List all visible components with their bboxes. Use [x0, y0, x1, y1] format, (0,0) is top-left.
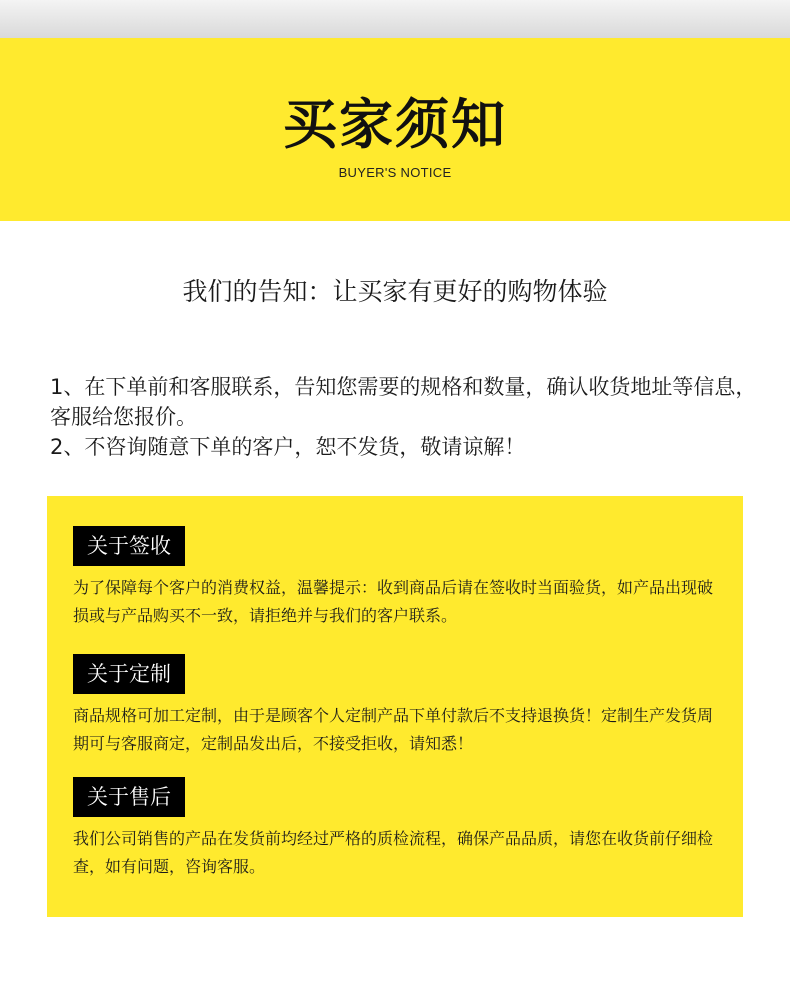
section-customization [73, 654, 723, 758]
section-after-sales [73, 777, 723, 881]
header-banner [0, 38, 790, 221]
notice-item-1: 1、在下单前和客服联系，告知您需要的规格和数量，确认收货地址等信息，客服给您报价。 [50, 375, 757, 429]
notice-item-2: 2、不咨询随意下单的客户，恕不发货，敬请谅解！ [50, 435, 526, 459]
page-subtitle: BUYER'S NOTICE [338, 165, 452, 180]
policy-panel [47, 496, 743, 917]
section-title-customization: 关于定制 [73, 654, 185, 694]
section-title-signing: 关于签收 [73, 526, 185, 566]
top-gray-strip [0, 0, 790, 38]
section-text-customization: 商品规格可加工定制，由于是顾客个人定制产品下单付款后不支持退换货！定制生产发货周期可与客服商定，定制品发出后，不接受拒收，请知悉！ [73, 706, 714, 753]
page-title: 买家须知 [283, 93, 507, 156]
section-title-after-sales: 关于售后 [73, 777, 185, 817]
notice-list [50, 372, 762, 462]
section-signing [73, 526, 723, 630]
section-text-after-sales: 我们公司销售的产品在发货前均经过严格的质检流程，确保产品品质，请您在收货前仔细检查，如有问题，咨询客服。 [73, 829, 714, 876]
section-text-signing: 为了保障每个客户的消费权益，温馨提示：收到商品后请在签收时当面验货，如产品出现破损或与产品购买不一致，请拒绝并与我们的客户联系。 [73, 578, 714, 625]
tagline: 我们的告知：让买家有更好的购物体验 [182, 277, 608, 306]
